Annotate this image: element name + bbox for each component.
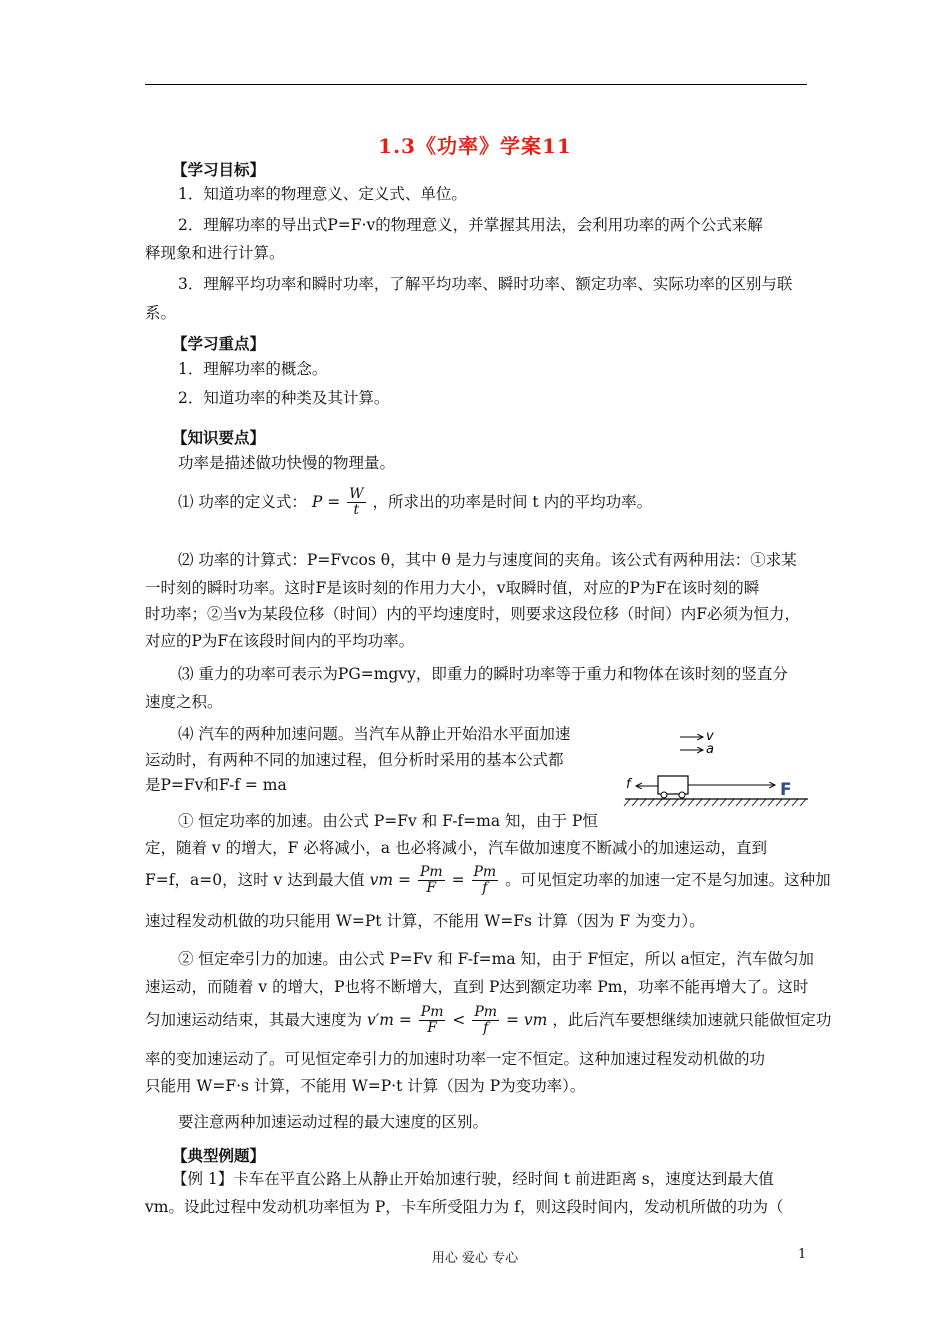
const-power-line: 速过程发动机做的功只能用 W=Pt 计算，不能用 W=Fs 计算（因为 F 为变力）。: [145, 912, 705, 930]
goal-line: 2．理解功率的导出式P=F·v的物理意义，并掌握其用法，会利用功率的两个公式来解: [178, 216, 763, 234]
ground-hatch: [624, 799, 806, 806]
goal-line: 1．知道功率的物理意义、定义式、单位。: [178, 185, 467, 203]
section-examples: 【典型例题】: [172, 1146, 266, 1165]
header-rule: [145, 84, 807, 85]
example-line: vm。设此过程中发动机功率恒为 P，卡车所受阻力为 f，则这段时间内，发动机所做的功为（: [145, 1198, 784, 1216]
gravity-line: 速度之积。: [145, 693, 223, 711]
section-key: 【学习重点】: [172, 334, 266, 353]
goal-line: 释现象和进行计算。: [145, 244, 285, 262]
section-goals: 【学习目标】: [172, 160, 266, 179]
definition-tail: ，所求出的功率是时间 t 内的平均功率。: [372, 492, 653, 511]
page-footer: 用心 爱心 专心: [431, 1251, 519, 1266]
const-force-line: 只能用 W=F·s 计算，不能用 W=P·t 计算（因为 P为变功率）。: [145, 1077, 586, 1095]
fraction-pm-over-F: $\frac{Pm}{F}$: [419, 864, 443, 897]
label-a: a: [706, 742, 714, 757]
const-force-line: 率的变加速运动了。可见恒定牵引力的加速时功率一定不恒定。这种加速过程发动机做的功: [145, 1050, 766, 1068]
const-power-formula-line: F=f，a=0，这时 v 达到最大值 vm = $\frac{Pm}{F}$ = $\frac{Pm}{f}$ 。可见恒定功率的加速一定不是匀加速。这种加: [145, 864, 831, 897]
page-title: 1.3《功率》学案11: [378, 134, 572, 158]
goal-line: 系。: [145, 304, 177, 322]
label-F: F: [780, 780, 792, 800]
key-line: 1．理解功率的概念。: [178, 360, 328, 378]
wheel: [661, 792, 667, 798]
note-line: 要注意两种加速运动过程的最大速度的区别。: [178, 1113, 489, 1131]
section-knowledge: 【知识要点】: [172, 428, 266, 447]
calc-line: 时功率；②当v为某段位移（时间）内的平均速度时，则要求这段位移（时间）内F必须为恒力，: [145, 605, 801, 623]
fraction-pm-over-F: $\frac{Pm}{F}$: [420, 1004, 444, 1037]
fraction-pm-over-f: $\frac{Pm}{f}$: [473, 864, 497, 897]
const-power-line: ① 恒定功率的加速。由公式 P=Fv 和 F-f=ma 知，由于 P恒: [178, 812, 598, 830]
formula-lhs: v′m =: [366, 1010, 412, 1029]
formula-lhs: vm =: [369, 870, 411, 889]
knowledge-intro: 功率是描述做功快慢的物理量。: [178, 454, 396, 472]
const-force-line: 速运动，而随着 v 的增大，P也将不断增大，直到 P达到额定功率 Pm，功率不能再增大了。这时: [145, 978, 809, 996]
calc-line: 对应的P为F在该段时间内的平均功率。: [145, 632, 415, 650]
car-line: 是P=Fv和F-f = ma: [145, 776, 287, 794]
car-body: [658, 776, 688, 794]
key-line: 2．知道功率的种类及其计算。: [178, 389, 390, 407]
formula-lhs: P =: [311, 492, 341, 511]
wheel: [679, 792, 685, 798]
fraction-pm-over-f: $\frac{Pm}{f}$: [474, 1004, 498, 1037]
label-f: f: [626, 777, 631, 792]
calc-line: ⑵ 功率的计算式：P=Fvcos θ，其中 θ 是力与速度间的夹角。该公式有两种用法：①求某: [178, 551, 797, 569]
const-force-line: ② 恒定牵引力的加速。由公式 P=Fv 和 F-f=ma 知，由于 F恒定，所以 a恒定，汽车做匀加: [178, 950, 814, 968]
example-line: 【例 1】卡车在平直公路上从静止开始加速行驶，经时间 t 前进距离 s，速度达到最大值: [172, 1170, 774, 1188]
label-v: v: [706, 729, 714, 744]
gravity-line: ⑶ 重力的功率可表示为PG=mgvy，即重力的瞬时功率等于重力和物体在该时刻的竖直分: [178, 665, 788, 683]
car-line: 运动时，有两种不同的加速过程，但分析时采用的基本公式都: [145, 751, 564, 769]
page-number: 1: [798, 1247, 807, 1262]
goal-line: 3．理解平均功率和瞬时功率，了解平均功率、瞬时功率、额定功率、实际功率的区别与联: [178, 275, 793, 293]
calc-line: 一时刻的瞬时功率。这时F是该时刻的作用力大小，v取瞬时值，对应的P为F在该时刻的瞬: [145, 579, 760, 597]
car-force-diagram: [620, 722, 810, 812]
const-power-line: 定，随着 v 的增大，F 必将减小，a 也必将减小，汽车做加速度不断减小的加速运动，直到: [145, 839, 767, 857]
car-line: ⑷ 汽车的两种加速问题。当汽车从静止开始沿水平面加速: [178, 725, 571, 743]
fraction-w-over-t: $\frac{W}{t}$: [349, 486, 364, 519]
definition-line: [178, 487, 652, 519]
const-force-formula-line: 匀加速运动结束，其最大速度为 v′m = $\frac{Pm}{F}$ < $\frac{Pm}{f}$ = vm ，此后汽车要想继续加速就只能做恒定功: [145, 1004, 832, 1037]
definition-lead: ⑴ 功率的定义式：: [178, 492, 307, 511]
